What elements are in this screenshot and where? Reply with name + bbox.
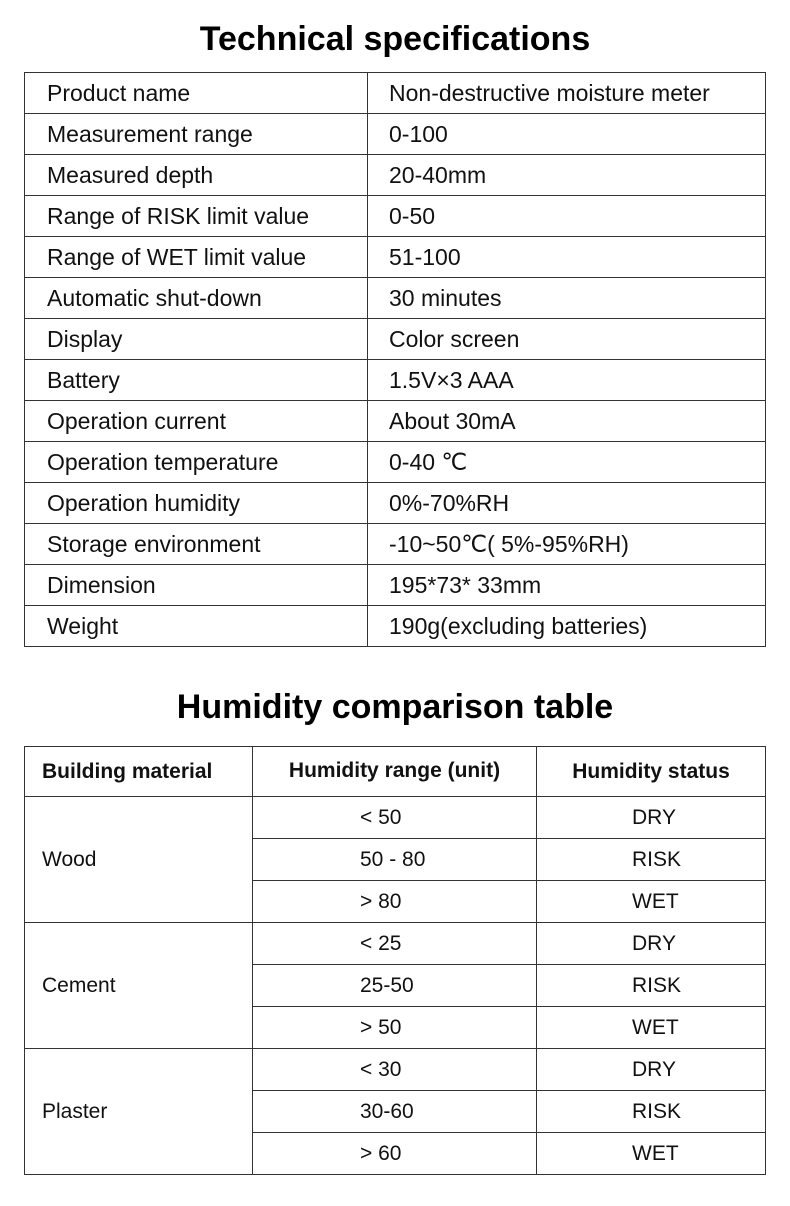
spec-value: 0-100 <box>368 114 766 155</box>
spec-row <box>25 606 766 647</box>
status-cell: WET <box>537 1007 766 1049</box>
spec-label: Battery <box>25 360 368 401</box>
humidity-table <box>24 746 766 1175</box>
range-cell: 50 - 80 <box>253 839 537 881</box>
spec-table <box>24 72 766 647</box>
header-range: Humidity range (unit) <box>253 747 537 797</box>
material-cell: Plaster <box>25 1049 253 1175</box>
spec-label: Storage environment <box>25 524 368 565</box>
header-status: Humidity status <box>537 747 766 797</box>
spec-value: 1.5V×3 AAA <box>368 360 766 401</box>
range-cell: < 50 <box>253 797 537 839</box>
spec-label: Operation current <box>25 401 368 442</box>
spec-row <box>25 483 766 524</box>
spec-value: 0-50 <box>368 196 766 237</box>
status-cell: DRY <box>537 1049 766 1091</box>
range-cell: 25-50 <box>253 965 537 1007</box>
humidity-header-row <box>25 747 766 797</box>
humidity-row <box>25 797 766 839</box>
range-cell: < 25 <box>253 923 537 965</box>
spec-row <box>25 401 766 442</box>
spec-value: 190g(excluding batteries) <box>368 606 766 647</box>
status-cell: WET <box>537 1133 766 1175</box>
spec-row <box>25 442 766 483</box>
spec-value: 0%-70%RH <box>368 483 766 524</box>
spec-row <box>25 196 766 237</box>
range-cell: 30-60 <box>253 1091 537 1133</box>
spec-row <box>25 360 766 401</box>
humidity-title: Humidity comparison table <box>176 688 614 726</box>
status-cell: DRY <box>537 797 766 839</box>
material-cell: Wood <box>25 797 253 923</box>
spec-row <box>25 565 766 606</box>
spec-value: About 30mA <box>368 401 766 442</box>
spec-label: Display <box>25 319 368 360</box>
spec-label: Range of RISK limit value <box>25 196 368 237</box>
spec-value: -10~50℃( 5%-95%RH) <box>368 524 766 565</box>
spec-value: Non-destructive moisture meter <box>368 73 766 114</box>
spec-label: Dimension <box>25 565 368 606</box>
spec-label: Measured depth <box>25 155 368 196</box>
header-material: Building material <box>25 747 253 797</box>
spec-value: 0-40 ℃ <box>368 442 766 483</box>
spec-label: Measurement range <box>25 114 368 155</box>
spec-label: Product name <box>25 73 368 114</box>
spec-label: Operation humidity <box>25 483 368 524</box>
humidity-row <box>25 1049 766 1091</box>
spec-row <box>25 278 766 319</box>
status-cell: RISK <box>537 1091 766 1133</box>
spec-value: 195*73* 33mm <box>368 565 766 606</box>
range-cell: > 60 <box>253 1133 537 1175</box>
spec-row <box>25 237 766 278</box>
spec-row <box>25 155 766 196</box>
spec-label: Operation temperature <box>25 442 368 483</box>
spec-row <box>25 114 766 155</box>
range-cell: > 80 <box>253 881 537 923</box>
status-cell: DRY <box>537 923 766 965</box>
spec-row <box>25 319 766 360</box>
spec-value: 30 minutes <box>368 278 766 319</box>
spec-value: Color screen <box>368 319 766 360</box>
spec-value: 20-40mm <box>368 155 766 196</box>
spec-label: Range of WET limit value <box>25 237 368 278</box>
spec-title: Technical specifications <box>199 20 591 58</box>
status-cell: RISK <box>537 839 766 881</box>
status-cell: WET <box>537 881 766 923</box>
range-cell: > 50 <box>253 1007 537 1049</box>
spec-label: Weight <box>25 606 368 647</box>
spec-label: Automatic shut-down <box>25 278 368 319</box>
humidity-row <box>25 923 766 965</box>
material-cell: Cement <box>25 923 253 1049</box>
range-cell: < 30 <box>253 1049 537 1091</box>
spec-value: 51-100 <box>368 237 766 278</box>
spec-row <box>25 73 766 114</box>
status-cell: RISK <box>537 965 766 1007</box>
spec-row <box>25 524 766 565</box>
